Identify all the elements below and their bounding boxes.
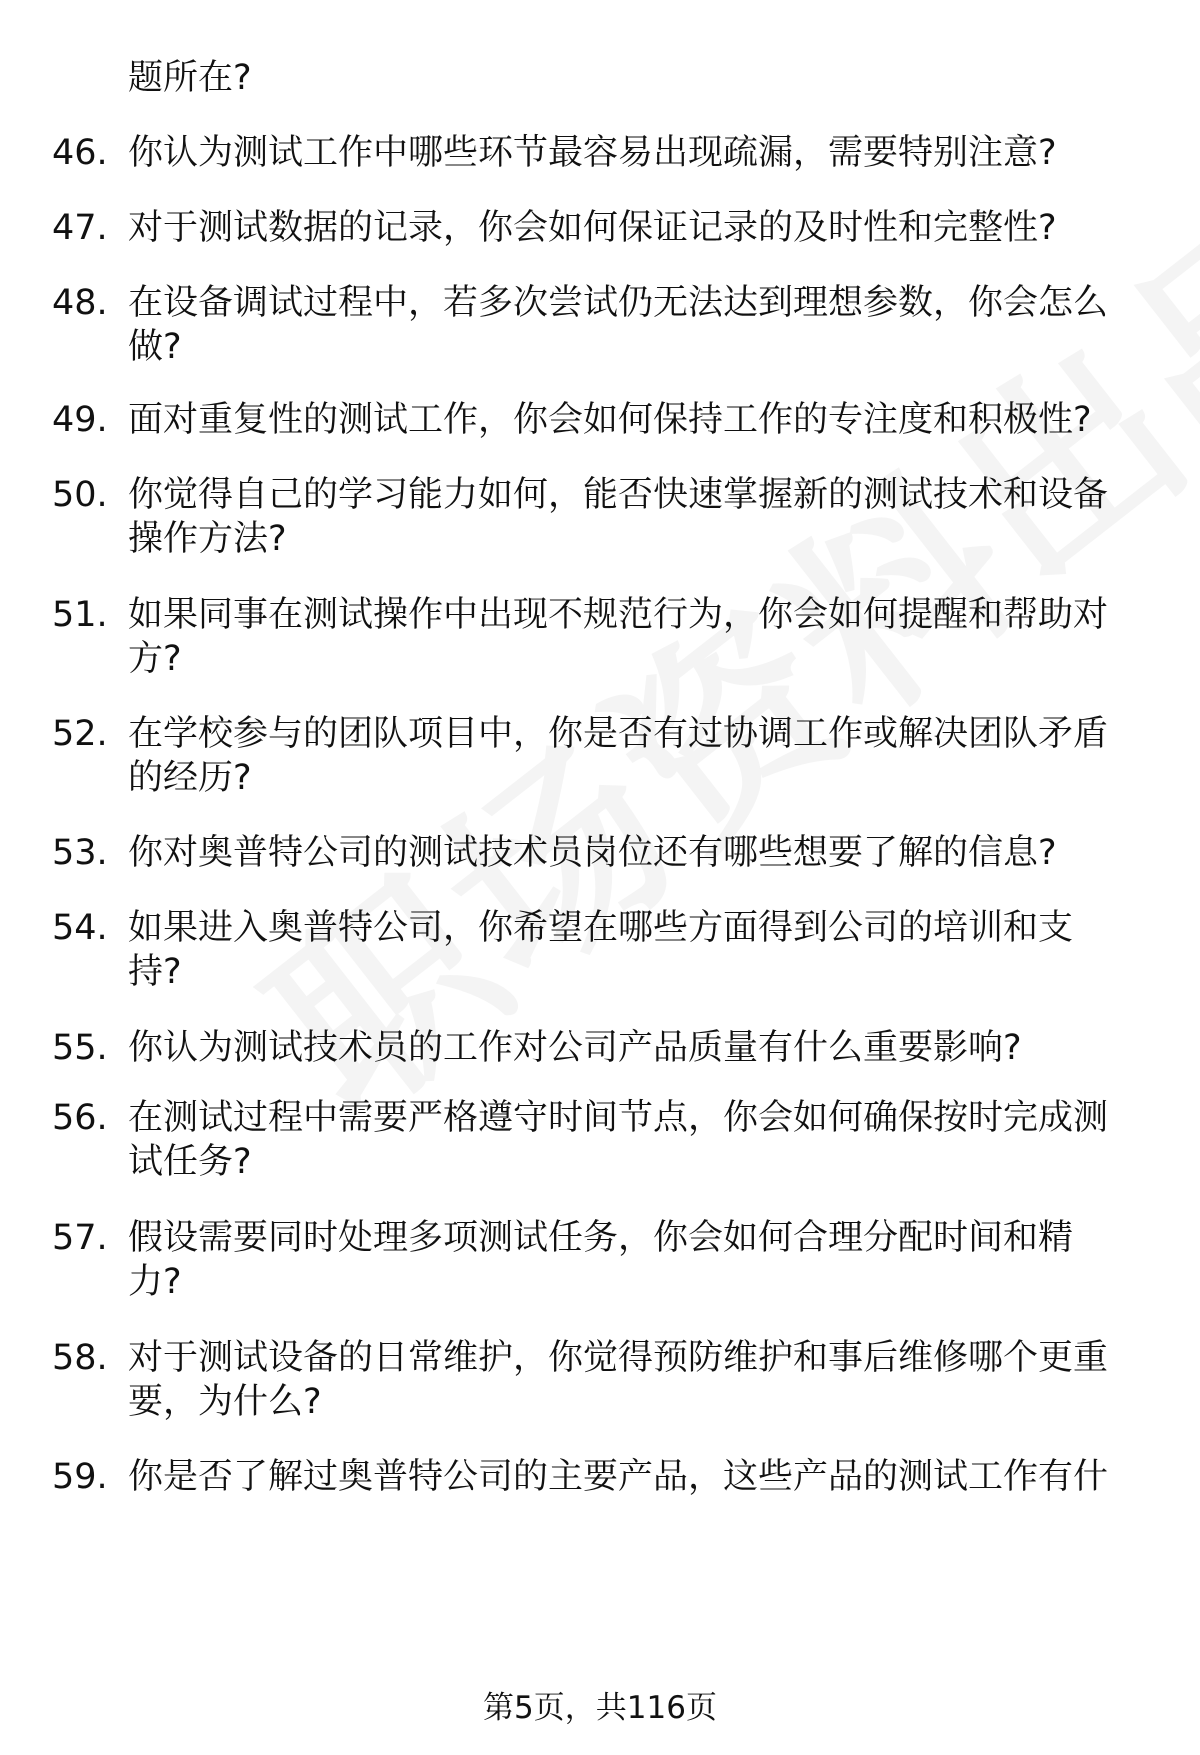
question-text: 持? xyxy=(128,952,182,992)
question-number: 46. xyxy=(52,133,108,173)
question-number: 48. xyxy=(52,283,108,323)
question-text: 在测试过程中需要严格遵守时间节点，你会如何确保按时完成测 xyxy=(128,1098,1109,1138)
question-text: 在学校参与的团队项目中，你是否有过协调工作或解决团队矛盾 xyxy=(128,714,1109,754)
question-number: 59. xyxy=(52,1457,108,1497)
question-number: 58. xyxy=(52,1338,108,1378)
question-text: 的经历? xyxy=(128,758,252,798)
question-text: 你认为测试工作中哪些环节最容易出现疏漏，需要特别注意? xyxy=(128,133,1057,173)
question-text: 你是否了解过奥普特公司的主要产品，这些产品的测试工作有什 xyxy=(128,1457,1109,1497)
question-number: 57. xyxy=(52,1218,108,1258)
continuation-text: 题所在? xyxy=(128,58,252,98)
question-text: 力? xyxy=(128,1262,182,1302)
question-number: 53. xyxy=(52,833,108,873)
question-text: 如果同事在测试操作中出现不规范行为，你会如何提醒和帮助对 xyxy=(128,595,1109,635)
question-text: 做? xyxy=(128,327,182,367)
question-text: 你认为测试技术员的工作对公司产品质量有什么重要影响? xyxy=(128,1028,1022,1068)
question-text: 对于测试设备的日常维护，你觉得预防维护和事后维修哪个更重 xyxy=(128,1338,1109,1378)
question-number: 52. xyxy=(52,714,108,754)
question-number: 49. xyxy=(52,400,108,440)
question-number: 51. xyxy=(52,595,108,635)
question-text: 假设需要同时处理多项测试任务，你会如何合理分配时间和精 xyxy=(128,1218,1074,1258)
question-text: 你觉得自己的学习能力如何，能否快速掌握新的测试技术和设备 xyxy=(128,475,1109,515)
question-number: 56. xyxy=(52,1098,108,1138)
question-text: 操作方法? xyxy=(128,519,287,559)
question-text: 在设备调试过程中，若多次尝试仍无法达到理想参数，你会怎么 xyxy=(128,283,1109,323)
question-number: 50. xyxy=(52,475,108,515)
question-text: 你对奥普特公司的测试技术员岗位还有哪些想要了解的信息? xyxy=(128,833,1057,873)
question-text: 要，为什么? xyxy=(128,1382,322,1422)
question-text: 如果进入奥普特公司，你希望在哪些方面得到公司的培训和支 xyxy=(128,908,1074,948)
page-footer: 第5页，共116页 xyxy=(483,1690,717,1726)
question-number: 54. xyxy=(52,908,108,948)
question-text: 对于测试数据的记录，你会如何保证记录的及时性和完整性? xyxy=(128,208,1057,248)
question-text: 方? xyxy=(128,639,182,679)
question-text: 面对重复性的测试工作，你会如何保持工作的专注度和积极性? xyxy=(128,400,1092,440)
question-number: 55. xyxy=(52,1028,108,1068)
question-number: 47. xyxy=(52,208,108,248)
question-text: 试任务? xyxy=(128,1142,252,1182)
